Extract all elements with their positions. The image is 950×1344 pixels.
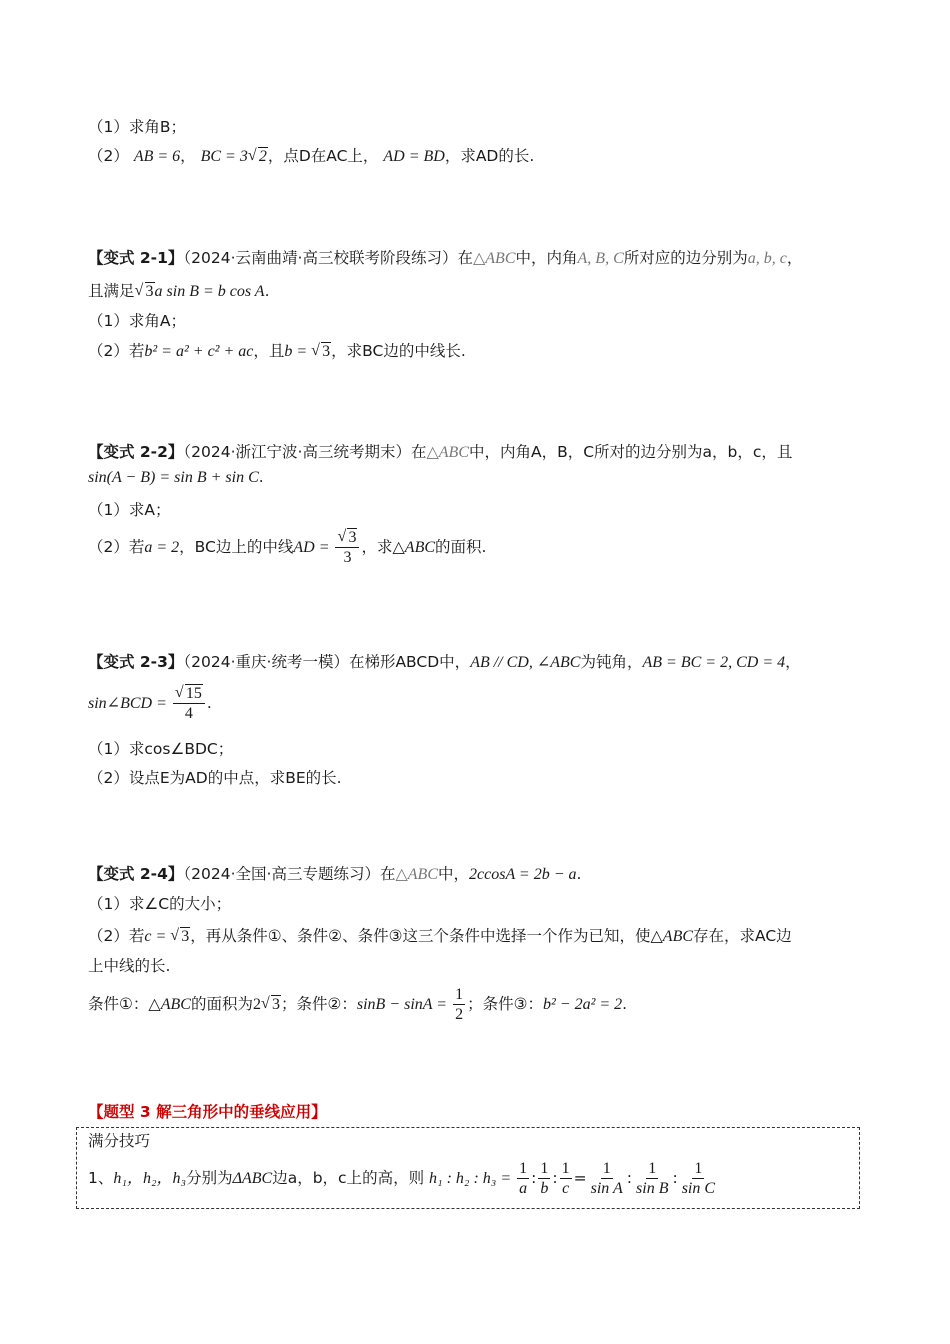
tip-1: 1、h₁，h₂，h₃分别为ΔABC边a，b，c上的高，则 h₁ : h₂ : h₃ = $\frac{1}{a}$ : $\frac{1}{b}$ : $\frac{1}{c}$ = $\frac{1}{\text{sin A}}$ : $\frac{1}{\text{sin B}}$ : $\frac{1}{\text{sin C}}$ — [88, 1160, 716, 1197]
sqrt-2: √ 2 — [248, 147, 268, 167]
fraction-1-over-b: $\frac{1}{b}$ — [540, 1160, 549, 1197]
fraction-1-over-c: $\frac{1}{c}$ — [561, 1160, 570, 1197]
intro-question-2: （2） AB = 6， BC = 3√ 2，点D在AC上， AD = BD，求AD的长. — [88, 146, 534, 167]
variant-2-3-header: 【变式 2-3】（2024·重庆·统考一模）在梯形ABCD中，AB // CD, ∠ABC为钝角，AB = BC = 2, CD = 4， — [88, 653, 801, 671]
fraction-sqrt15-over-4: √ $\frac{15}{4}$ — [173, 684, 205, 723]
variant-2-1-q2: （2）若b² = a² + c² + ac，且b = √ 3，求BC边的中线长. — [88, 341, 466, 362]
fraction-1-over-sinC: $\frac{1}{\text{sin C}}$ — [681, 1160, 716, 1197]
variant-2-1-condition: 且满足√ 3a sin B = b cos A. — [88, 281, 270, 302]
intro-question-1: （1）求角B； — [88, 118, 186, 136]
variant-2-4-conditions: 条件①：△ABC的面积为2√ 3；条件②：sinB − sinA = $\frac{1}{2}$ ；条件③：b² − 2a² = 2. — [88, 984, 627, 1025]
fraction-sqrt3-over-3: √ $\frac{3}{3}$ — [335, 528, 359, 567]
variant-2-2-header: 【变式 2-2】（2024·浙江宁波·高三统考期末）在△ABC中，内角A，B，C所对的边分别为a，b，c，且 — [88, 443, 793, 461]
section-title: 【题型 3 解三角形中的垂线应用】 — [88, 1103, 327, 1121]
variant-2-4-q2: （2）若c = √ 3，再从条件①、条件②、条件③这三个条件中选择一个作为已知，使△ABC存在，求AC边 — [88, 926, 792, 947]
variant-2-2-condition: sin(A − B) = sin B + sin C. — [88, 468, 264, 486]
variant-2-4-q2-line2: 上中线的长. — [88, 957, 171, 975]
variant-2-2-q2: （2）若a = 2，BC边上的中线AD = √ $\frac{3}{3}$ ，求△ABC的面积. — [88, 528, 486, 567]
fraction-1-over-sinB: $\frac{1}{\text{sin B}}$ — [636, 1160, 669, 1197]
tips-title: 满分技巧 — [88, 1132, 151, 1150]
fraction-one-half: $\frac{1}{2}$ — [455, 986, 464, 1023]
variant-2-4-q1: （1）求∠C的大小； — [88, 895, 232, 913]
variant-2-1-header: 【变式 2-1】（2024·云南曲靖·高三校联考阶段练习）在△ABC中，内角A, B, C所对应的边分别为a, b, c， — [88, 249, 803, 267]
fraction-1-over-sinA: $\frac{1}{\text{sin A}}$ — [590, 1160, 623, 1197]
variant-2-4-header: 【变式 2-4】（2024·全国·高三专题练习）在△ABC中，2ccosA = 2b − a. — [88, 865, 582, 883]
variant-2-2-q1: （1）求A； — [88, 501, 171, 519]
variant-2-3-q1: （1）求cos∠BDC； — [88, 740, 234, 758]
variant-2-1-q1: （1）求角A； — [88, 312, 186, 330]
variant-2-3-condition: sin∠BCD = √ $\frac{15}{4}$ . — [88, 684, 212, 723]
variant-2-3-q2: （2）设点E为AD的中点，求BE的长. — [88, 769, 342, 787]
fraction-1-over-a: $\frac{1}{a}$ — [519, 1160, 528, 1197]
